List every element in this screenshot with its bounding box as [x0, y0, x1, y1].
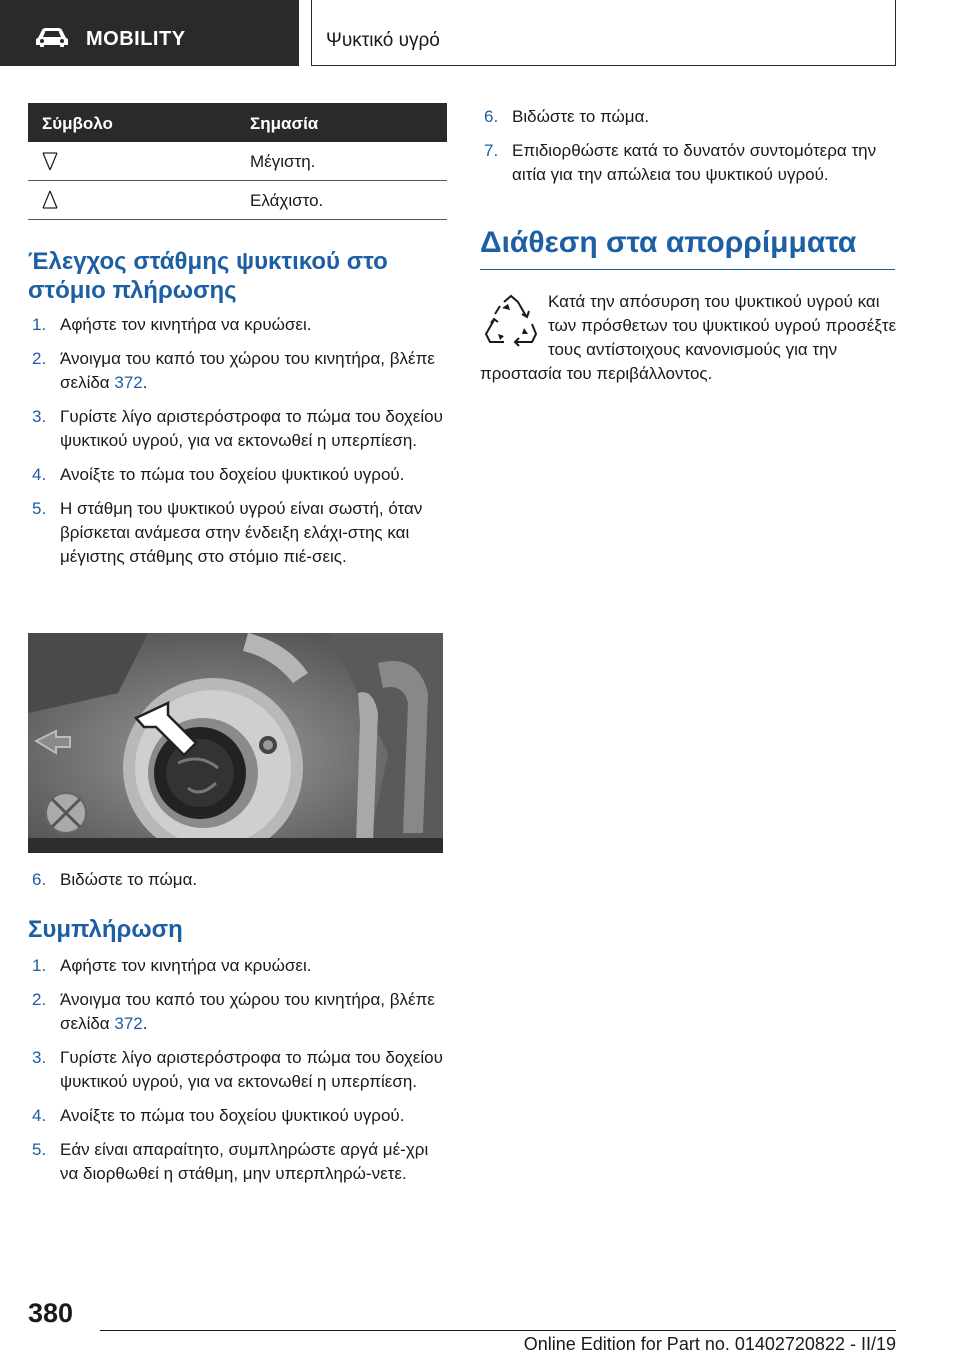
level-check-steps [28, 313, 450, 579]
list-item: 7. Επιδιορθώστε κατά το δυνατόν συντομότερα την αιτία για την απώλεια του ψυκτικού υγρού. [484, 141, 877, 184]
recycle-icon [480, 294, 542, 350]
list-item: 3. Γυρίστε λίγο αριστερόστροφα το πώμα του δοχείου ψυκτικού υγρού, για να εκτονωθεί η υπερπίεση. [32, 407, 443, 450]
page-number: 380 [28, 1298, 74, 1328]
page-link[interactable]: 372 [114, 1014, 143, 1033]
filling-steps-continued [480, 105, 898, 197]
list-item: 2. Άνοιγμα του καπό του χώρου του κινητήρα, βλέπε σελίδα 372. [32, 990, 435, 1033]
coolant-cap-photo [28, 633, 443, 853]
filling-heading: Συμπλήρωση [28, 916, 183, 943]
symbol-table [28, 103, 447, 220]
meaning-max: Μέγιστη. [250, 152, 316, 171]
list-item: 5. Η στάθμη του ψυκτικού υγρού είναι σωστή, όταν βρίσκεται ανάμεσα στην ένδειξη ελάχι-στης και μέγιστης στάθμης στο στόμιο πιέ-σεις. [32, 499, 423, 566]
table-row [28, 181, 447, 220]
car-icon [34, 26, 70, 48]
level-check-final-step [28, 868, 450, 902]
disposal-note [480, 290, 898, 386]
header-section-tab [0, 0, 299, 66]
footer-divider [100, 1330, 896, 1331]
page-link[interactable]: 372 [114, 373, 143, 392]
meaning-min: Ελάχιστο. [250, 191, 324, 210]
edition-footer: Online Edition for Part no. 01402720822 - II/19 [523, 1334, 896, 1354]
level-check-heading: Έλεγχος στάθμης ψυκτικού στο στόμιο πλήρωσης [28, 248, 388, 304]
list-item: 2. Άνοιγμα του καπό του χώρου του κινητήρα, βλέπε σελίδα 372. [32, 349, 435, 392]
list-item: 1. Αφήστε τον κινητήρα να κρυώσει. [32, 956, 312, 975]
list-item: 4. Ανοίξτε το πώμα του δοχείου ψυκτικού υγρού. [32, 1106, 405, 1125]
max-mark-icon [42, 151, 58, 171]
disposal-heading: Διάθεση στα απορρίμματα [480, 225, 895, 270]
header-chapter-tab [311, 0, 896, 66]
section-title: MOBILITY [86, 28, 186, 50]
list-item: 6. Βιδώστε το πώμα. [484, 107, 650, 126]
filling-steps [28, 954, 450, 1196]
disposal-text: Κατά την απόσυρση του ψυκτικού υγρού και των πρόσθετων του ψυκτικού υγρού προσέξτε τους αντίστοιχους κανονισμούς για την προστασία του περιβάλλοντος. [480, 292, 897, 383]
list-item: 5. Εάν είναι απαραίτητο, συμπληρώστε αργά μέ-χρι να διορθωθεί η στάθμη, μην υπερπληρώ-νετε. [32, 1140, 429, 1183]
table-header-meaning: Σημασία [250, 114, 319, 133]
table-header [28, 103, 447, 142]
min-mark-icon [42, 190, 58, 210]
list-item: 6. Βιδώστε το πώμα. [32, 870, 198, 889]
list-item: 4. Ανοίξτε το πώμα του δοχείου ψυκτικού υγρού. [32, 465, 405, 484]
list-item: 3. Γυρίστε λίγο αριστερόστροφα το πώμα του δοχείου ψυκτικού υγρού, για να εκτονωθεί η υπερπίεση. [32, 1048, 443, 1091]
table-row [28, 142, 447, 181]
list-item: 1. Αφήστε τον κινητήρα να κρυώσει. [32, 315, 312, 334]
table-header-symbol: Σύμβολο [42, 114, 113, 133]
chapter-title: Ψυκτικό υγρό [326, 30, 440, 51]
